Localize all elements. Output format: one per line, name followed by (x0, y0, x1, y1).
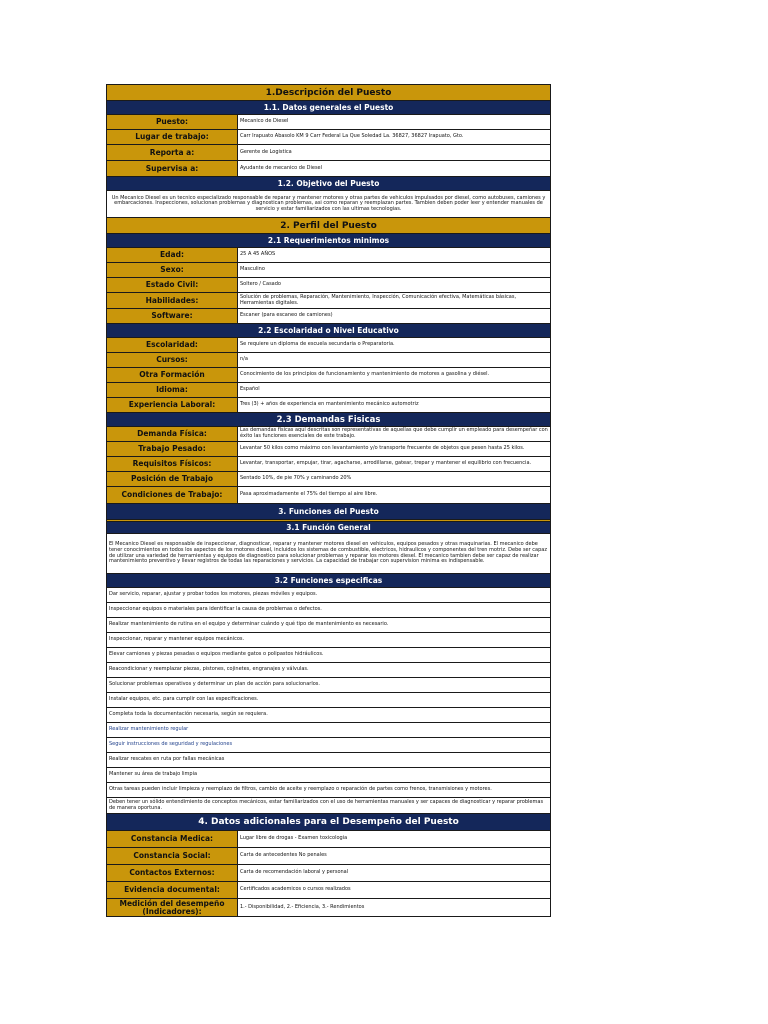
section-2-1-header: 2.1 Requerimientos minimos (107, 234, 551, 248)
value-posicion-trabajo: Sentado 10%, de pie 70% y caminando 20% (238, 472, 551, 487)
function-item: Realizar mantenimiento de rutina en el equipo y determinar cuándo y qué tipo de mantenimiento es necesario. (107, 618, 551, 633)
label-posicion-trabajo: Posición de Trabajo (107, 472, 238, 487)
label-estado-civil: Estado Civil: (107, 278, 238, 293)
label-condiciones-trabajo: Condiciones de Trabajo: (107, 487, 238, 504)
function-item: Inspeccionar, reparar y mantener equipos mecánicos. (107, 633, 551, 648)
value-escolaridad: Se requiere un diploma de escuela secundaria o Preparatoria. (238, 338, 551, 353)
section-3-title: 3. Funciones del Puesto (107, 504, 551, 520)
value-habilidades: Solución de problemas, Reparación, Mantenimiento, Inspección, Comunicación efectiva, Matemáticas básicas, Herramientas digitales. (238, 293, 551, 309)
function-item: Reacondicionar y reemplazar piezas, pistones, cojinetes, engranajes y válvulas. (107, 663, 551, 678)
label-evidencia-documental: Evidencia documental: (107, 882, 238, 899)
function-item: Solucionar problemas operativos y determinar un plan de acción para solucionarlos. (107, 678, 551, 693)
label-software: Software: (107, 309, 238, 324)
value-software: Escaner (para escaneo de camiones) (238, 309, 551, 324)
value-constancia-medica: Lugar libre de drogas - Examen toxicologia (238, 831, 551, 848)
label-idioma: Idioma: (107, 383, 238, 398)
value-trabajo-pesado: Levantar 50 kilos como máximo con levantamiento y/o transporte frecuente de objetos que pesen hasta 25 kilos. (238, 442, 551, 457)
function-item: Seguir instrucciones de seguridad y regulaciones (107, 738, 551, 753)
label-requisitos-fisicos: Requisitos Físicos: (107, 457, 238, 472)
section-4-title: 4. Datos adicionales para el Desempeño del Puesto (107, 814, 551, 831)
function-item: Elevar camiones y piezas pesadas o equipos mediante gatos o polipastos hidráulicos. (107, 648, 551, 663)
value-medicion-desempeno: 1.- Disponibilidad, 2.- Eficiencia, 3.- Rendimientos (238, 899, 551, 917)
section-1-2-header: 1.2. Objetivo del Puesto (107, 177, 551, 191)
label-reporta-a: Reporta a: (107, 145, 238, 161)
label-supervisa-a: Supervisa a: (107, 161, 238, 177)
value-cursos: n/a (238, 353, 551, 368)
label-medicion-desempeno: Medición del desempeño (Indicadores): (107, 899, 238, 917)
value-estado-civil: Soltero / Casado (238, 278, 551, 293)
label-cursos: Cursos: (107, 353, 238, 368)
label-constancia-medica: Constancia Medica: (107, 831, 238, 848)
function-item: Realizar rescates en ruta por fallas mecánicas (107, 753, 551, 768)
label-sexo: Sexo: (107, 263, 238, 278)
label-lugar-trabajo: Lugar de trabajo: (107, 130, 238, 145)
section-3-1-header: 3.1 Función General (107, 522, 551, 534)
value-requisitos-fisicos: Levantar, transportar, empujar, tirar, agacharse, arrodillarse, gatear, trepar y mantener el equilibrio con frecuencia. (238, 457, 551, 472)
label-trabajo-pesado: Trabajo Pesado: (107, 442, 238, 457)
value-sexo: Masculino (238, 263, 551, 278)
value-constancia-social: Carta de antecedentes No penales (238, 848, 551, 865)
value-condiciones-trabajo: Pasa aproximadamente el 75% del tiempo al aire libre. (238, 487, 551, 504)
section-1-1-header: 1.1. Datos generales el Puesto (107, 101, 551, 115)
value-demanda-fisica: Las demandas físicas aquí descritas son representativas de aquellas que debe cumplir un empleado para desempeñar con éxito las funciones esenciales de este trabajo. (238, 427, 551, 442)
section-2-3-header: 2.3 Demandas Fisicas (107, 413, 551, 427)
value-evidencia-documental: Certificados academicos o cursos realizados (238, 882, 551, 899)
function-item: Otras tareas pueden incluir limpieza y reemplazo de filtros, cambio de aceite y reemplazo o reparación de partes como frenos, transmisiones y motores. (107, 783, 551, 798)
section-2-2-header: 2.2 Escolaridad o Nivel Educativo (107, 324, 551, 338)
function-item: Deben tener un sólido entendimiento de conceptos mecánicos, estar familiarizados con el uso de herramientas manuales y ser capaces de diagnosticar y reparar problemas de manera oportuna. (107, 798, 551, 814)
value-contactos-externos: Carta de recomendación laboral y personal (238, 865, 551, 882)
function-item: Inspeccionar equipos o materiales para identificar la causa de problemas o defectos. (107, 603, 551, 618)
label-habilidades: Habilidades: (107, 293, 238, 309)
value-edad: 25 A 45 AÑOS (238, 248, 551, 263)
label-edad: Edad: (107, 248, 238, 263)
objective-text: Un Mecanico Diesel es un tecnico especializado responsable de reparar y mantener motores y otras partes de vehiculos impulsados por diesel, como autobuses, camiones y embarcaciones. Inspecciones, solucionan problemas y diagnostican problemas, asi como reparan y reemplazan partes. Tambien deben poder leer y entender manuales de servicio y estar familiarizados con las ultimas tecnologias. (107, 191, 551, 218)
label-puesto: Puesto: (107, 115, 238, 130)
value-reporta-a: Gerente de Logistica (238, 145, 551, 161)
label-demanda-fisica: Demanda Física: (107, 427, 238, 442)
value-idioma: Español (238, 383, 551, 398)
function-item: Completa toda la documentación necesaria, según se requiera. (107, 708, 551, 723)
value-puesto: Mecanico de Diesel (238, 115, 551, 130)
job-description-sheet (106, 84, 550, 917)
job-description-table (106, 84, 551, 917)
value-otra-formacion: Conocimiento de los principios de funcionamiento y mantenimiento de motores a gasolina y diésel. (238, 368, 551, 383)
label-constancia-social: Constancia Social: (107, 848, 238, 865)
function-item: Instalar equipos, etc. para cumplir con las especificaciones. (107, 693, 551, 708)
section-1-title: 1.Descripción del Puesto (107, 85, 551, 101)
section-3-2-header: 3.2 Funciones especificas (107, 574, 551, 588)
section-2-title: 2. Perfil del Puesto (107, 218, 551, 234)
label-contactos-externos: Contactos Externos: (107, 865, 238, 882)
value-experiencia-laboral: Tres (3) + años de experiencia en mantenimiento mecánico automotriz (238, 398, 551, 413)
label-otra-formacion: Otra Formación (107, 368, 238, 383)
label-experiencia-laboral: Experiencia Laboral: (107, 398, 238, 413)
function-item: Dar servicio, reparar, ajustar y probar todos los motores, piezas móviles y equipos. (107, 588, 551, 603)
label-escolaridad: Escolaridad: (107, 338, 238, 353)
function-item: Realizar mantenimiento regular (107, 723, 551, 738)
value-supervisa-a: Ayudante de mecanico de Diesel (238, 161, 551, 177)
function-item: Mantener su área de trabajo limpia (107, 768, 551, 783)
value-lugar-trabajo: Carr Irapuato Abasolo KM 9 Carr Federal La Que Soledad La. 36827, 36827 Irapuato, Gto. (238, 130, 551, 145)
general-function-text: El Mecanico Diesel es responsable de inspeccionar, diagnosticar, reparar y mantener motores diesel en vehiculos, equipos pesados y otras maquinarias. El mecanico debe tener conocimientos en todos los aspectos de los motores diesel, incluidos los sistemas de combustible, electricos, hidraulicos y componentes del tren motriz. Debe ser capaz de utilizar una variedad de herramientas y equipos de diagnostico para solucionar problemas y reparar los motores diesel. El mecanico tambien debe ser capaz de realizar mantenimiento preventivo y llevar registros de todas las reparaciones y servicios. La capacidad de trabajar con supervision minima es indispensable. (107, 534, 551, 574)
